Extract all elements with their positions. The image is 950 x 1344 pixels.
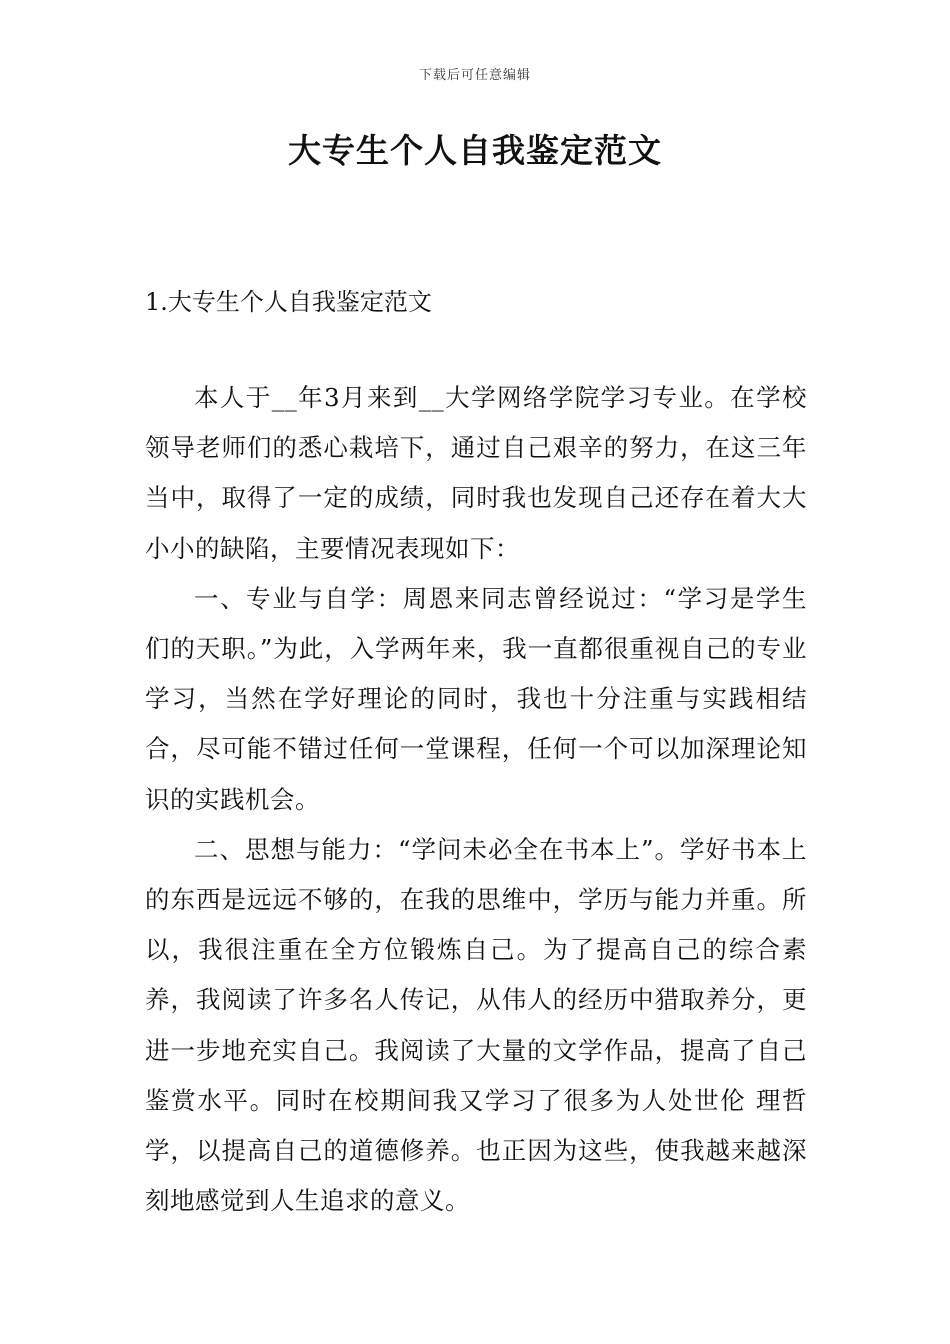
paragraph-ability: 二、思想与能力：“学问未必全在书本上”。学好书本上的东西是远远不够的，在我的思维中，学历与能力并重。所以，我很注重在全方位锻炼自己。为了提高自己的综合素养，我阅读了许多名人传记，从伟人的经历中猎取养分，更进一步地充实自己。我阅读了大量的文学作品，提高了自己鉴赏水平。同时在校期间我又学习了很多为人处世伦 理哲学，以提高自己的道德修养。也正因为这些，使我越来越深刻地感觉到人生追求的意义。 bbox=[145, 834, 807, 1216]
document-body bbox=[145, 373, 807, 1226]
header-note: 下载后可任意编辑 bbox=[418, 68, 531, 83]
paragraph-study: 一、专业与自学：周恩来同志曾经说过：“学习是学生们的天职。”为此，入学两年来，我一直都很重视自己的专业学习，当然在学好理论的同时，我也十分注重与实践相结合，尽可能不错过任何一堂课程，任何一个可以加深理论知识的实践机会。 bbox=[145, 583, 807, 814]
paragraph-intro: 本人于__年3月来到__大学网络学院学习专业。在学校领导老师们的悉心栽培下，通过自己艰辛的努力，在这三年当中，取得了一定的成绩，同时我也发现自己还存在着大大小小的缺陷，主要情况表现如下： bbox=[145, 383, 807, 563]
section-heading: 1.大专生个人自我鉴定范文 bbox=[145, 288, 432, 316]
document-title: 大专生个人自我鉴定范文 bbox=[288, 131, 662, 170]
